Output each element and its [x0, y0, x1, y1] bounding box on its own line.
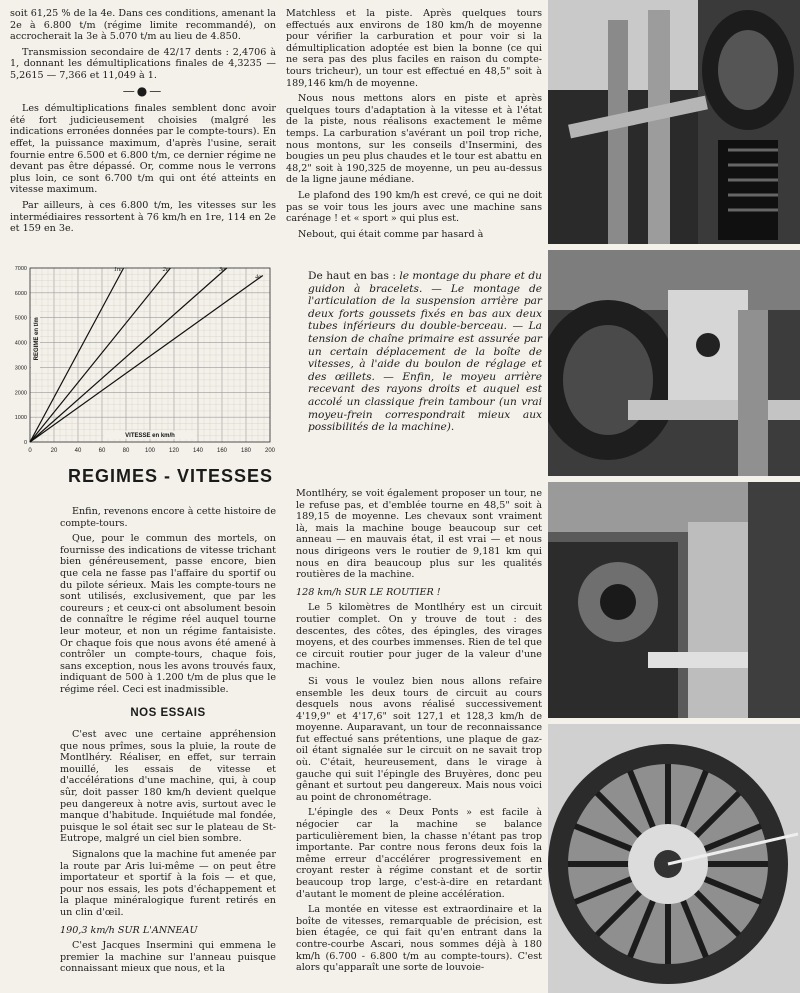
left-top-column [10, 8, 276, 239]
y-axis-label: REGIME en t/m [34, 317, 40, 361]
section-heading-regimes: REGIMES - VITESSES [68, 466, 274, 486]
series-label: 4e [255, 274, 261, 281]
x-tick-label: 0 [28, 448, 32, 454]
series-label: 1re [113, 267, 122, 273]
x-axis-label: VITESSE en km/h [125, 432, 175, 439]
x-tick-label: 20 [50, 448, 58, 454]
y-tick-label: 6000 [14, 290, 27, 297]
middle-bottom-paragraph-5: La montée en vitesse est extraordinaire et la boîte de vitesses, remarquable de précision, est bien étagée, ce qui fait qu'en entrant dans la contre-courbe Ascari, nous sommes déjà à 180 km/h (6.700 - 6.800 t/m au compte-tours). C'est alors qu'apparaît une sorte de louvoie- [296, 904, 542, 974]
caption-text: le montage du phare et du guidon à bracelets. — Le montage de l'articulation de la suspension arrière par deux forts goussets fixés en bas aux deux tubes inférieurs du double-berceau. — La tension de chaîne primaire est assurée par un certain déplacement de la boîte de vitesses, à l'aide du boulon de réglage et des œillets. — Enfin, le moyeu arrière recevant des rayons droits et auquel est accolé un classique frein tambour (un vrai moyeu-frein correspondrait mieux aux possibilités de la machine). [308, 270, 542, 434]
section-divider: —●— [122, 83, 164, 98]
section-heading-essais: NOS ESSAIS [130, 706, 206, 719]
x-tick-label: 120 [168, 448, 180, 454]
subheading-anneau: 190,3 km/h SUR L'ANNEAU [60, 924, 198, 936]
essais-paragraph-2: Signalons que la machine fut amenée par la route par Aris lui-même — on peut être importateur et sportif à la fois — et que, pour nos essais, les pots d'échappement et la plaque minéralogique furent retirés en un clin d'œil. [60, 849, 276, 918]
y-tick-label: 5000 [14, 315, 27, 322]
subheading-routier: 128 km/h SUR LE ROUTIER ! [296, 586, 441, 598]
x-tick-label: 40 [74, 448, 82, 454]
middle-top-paragraph-4: Nebout, qui était comme par hasard à [298, 228, 484, 240]
y-tick-label: 3000 [14, 365, 27, 372]
x-tick-label: 80 [122, 448, 130, 454]
caption-lead: De haut en bas : [308, 270, 396, 282]
middle-top-paragraph-2: Nous nous mettons alors en piste et après quelques tours d'adaptation à la vitesse et à l'état de la piste, nous réalisons exactement le même temps. La carburation s'avérant un poil trop riche, nous montons, sur les conseils d'Insermini, des bougies un peu plus chaudes et le tour est abattu en 48,2" soit à 190,325 de moyenne, un peu au-dessus de la ligne jaune médiane. [286, 93, 542, 186]
essais-paragraph-3: C'est Jacques Insermini qui emmena le premier la machine sur l'anneau puisque connaissant mieux que nous, et la [60, 940, 276, 975]
photo-gearbox-adjuster [548, 482, 800, 718]
x-tick-label: 100 [144, 448, 156, 454]
y-tick-label: 1000 [14, 415, 27, 422]
left-top-paragraph-2: Transmission secondaire de 42/17 dents : 2,4706 à 1, donnant les démultiplications finales de 4,3235 — 5,2615 — 7,366 et 11,049 à 1. [10, 46, 276, 81]
y-tick-label: 7000 [14, 266, 27, 272]
series-label: 2e [162, 267, 169, 273]
left-top-paragraph-3: Les démultiplications finales semblent donc avoir été fort judicieusement choisies (malgré les indications erronées données par le compte-tours). En effet, la puissance maximum, d'après l'usine, serait fournie entre 6.500 et 6.800 t/m, ce dernier régime ne devant pas être dépassé. Or, comme nous le verrons plus loin, ce sont 6.700 t/m qui ont été atteints en vitesse maximum. [10, 103, 276, 196]
x-tick-label: 140 [192, 448, 204, 454]
photo-rear-suspension [548, 250, 800, 476]
middle-bottom-paragraph-1: Montlhéry, se voit également proposer un tour, ne le refuse pas, et d'emblée tourne en 48,5" soit à 189,15 de moyenne. Les chevaux sont vraiment là, mais la machine bouge beaucoup sur cet anneau — en mauvais état, il est vrai — et nous nous dirigeons vers le routier de 9,181 km qui nous en dira beaucoup plus sur les qualités routières de la machine. [296, 488, 542, 581]
photo-headlight-handlebar [548, 0, 800, 244]
left-bottom-paragraph-1: Enfin, revenons encore à cette histoire de compte-tours. [60, 506, 276, 529]
middle-top-column [286, 8, 542, 244]
y-tick-label: 4000 [14, 340, 27, 347]
y-tick-label: 0 [23, 440, 27, 446]
middle-bottom-column [296, 488, 542, 978]
series-label: 3e [219, 267, 225, 273]
middle-bottom-paragraph-3: Si vous le voulez bien nous allons refaire ensemble les deux tours de circuit au cours desquels nous avons réalisé successivement 4'19,9" et 4'17,6" soit 127,1 et 128,3 km/h de moyenne. Auparavant, un tour de reconnaissance fut effectué sans prétentions, une plaque de gaz-oil étant signalée sur le circuit on ne savait trop où. C'était, heureusement, dans le virage à gauche qui suit l'épingle des Bruyères, donc peu gênant et surtout peu dangereux. Mais nous voici au point de chronométrage. [296, 675, 542, 803]
left-top-paragraph-1: soit 61,25 % de la 4e. Dans ces conditions, amenant la 2e à 6.800 t/m (régime limite recommandé), on accrocherait la 3e à 5.070 t/m au lieu de 4.850. [10, 8, 276, 43]
left-top-paragraph-4: Par ailleurs, à ces 6.800 t/m, les vitesses sur les intermédiaires ressortent à 76 km/h en 1re, 114 en 2e et 159 en 3e. [10, 199, 276, 235]
x-tick-label: 200 [264, 448, 276, 454]
left-bottom-column [60, 506, 276, 979]
middle-bottom-paragraph-2: Le 5 kilomètres de Montlhéry est un circuit routier complet. On y trouve de tout : des descentes, des côtes, des épingles, des virages moyens, et des courbes immenses. Rien de tel que ce circuit routier pour juger de la valeur d'une machine. [296, 602, 542, 672]
y-tick-label: 2000 [14, 390, 27, 397]
middle-bottom-paragraph-4: L'épingle des « Deux Ponts » est facile à négocier car la machine se balance particulièrement bien, la chasse n'étant pas trop importante. Par contre nous ferons deux fois la même erreur d'accélérer progressivement en croyant rester à régime constant et de sortir beaucoup trop large, c'est-à-dire en retardant d'autant le moment de pleine accélération. [296, 807, 542, 900]
x-tick-label: 160 [216, 448, 228, 454]
essais-paragraph-1: C'est avec une certaine appréhension que nous prîmes, sous la pluie, la route de Montlhéry. Réaliser, en effet, sur terrain mouillé, les essais de vitesse et d'accélérations d'une machine, qui, à coup sûr, doit passer 180 km/h devient quelque peu dangereux à notre avis, surtout avec le manque d'habitude. Inquiétude mal fondée, puisque le sol était sec sur le plateau de St-Eutrope, malgré un ciel bien sombre. [60, 729, 276, 845]
photo-rear-hub-brake [548, 724, 800, 993]
photo-caption [308, 270, 542, 434]
middle-top-paragraph-3: Le plafond des 190 km/h est crevé, ce qui ne doit pas se voir tous les jours avec une machine sans carénage ! et « sport » qui plus est. [286, 189, 542, 225]
rpm-speed-chart [8, 262, 280, 462]
x-tick-label: 180 [240, 448, 252, 454]
left-bottom-paragraph-2: Que, pour le commun des mortels, on fournisse des indications de vitesse trichant bien généreusement, passe encore, bien que cela ne fasse pas l'affaire du sportif ou du pilote sérieux. Mais les compte-tours ne sont utilisés, exclusivement, que par les coureurs ; et ceux-ci ont absolument besoin de connaître le régime réel auquel tourne leur moteur, et non un régime fantaisiste. Or chaque fois que nous avons été amené à contrôler un compte-tours, chaque fois, sans exception, nous les avons trouvés faux, indiquant de 500 à 1.200 t/m de plus que le régime réel. Ceci est inadmissible. [60, 533, 276, 695]
x-tick-label: 60 [98, 448, 106, 454]
middle-top-paragraph-1: Matchless et la piste. Après quelques tours effectués aux environs de 180 km/h de moyenne pour vérifier la carburation et pour voir si la démultiplication adoptée est bien la bonne (ce qui ne sera pas des plus faciles en raison du compte-tours tricheur), un tour est effectué en 48,5" soit à 189,146 km/h de moyenne. [286, 8, 542, 89]
